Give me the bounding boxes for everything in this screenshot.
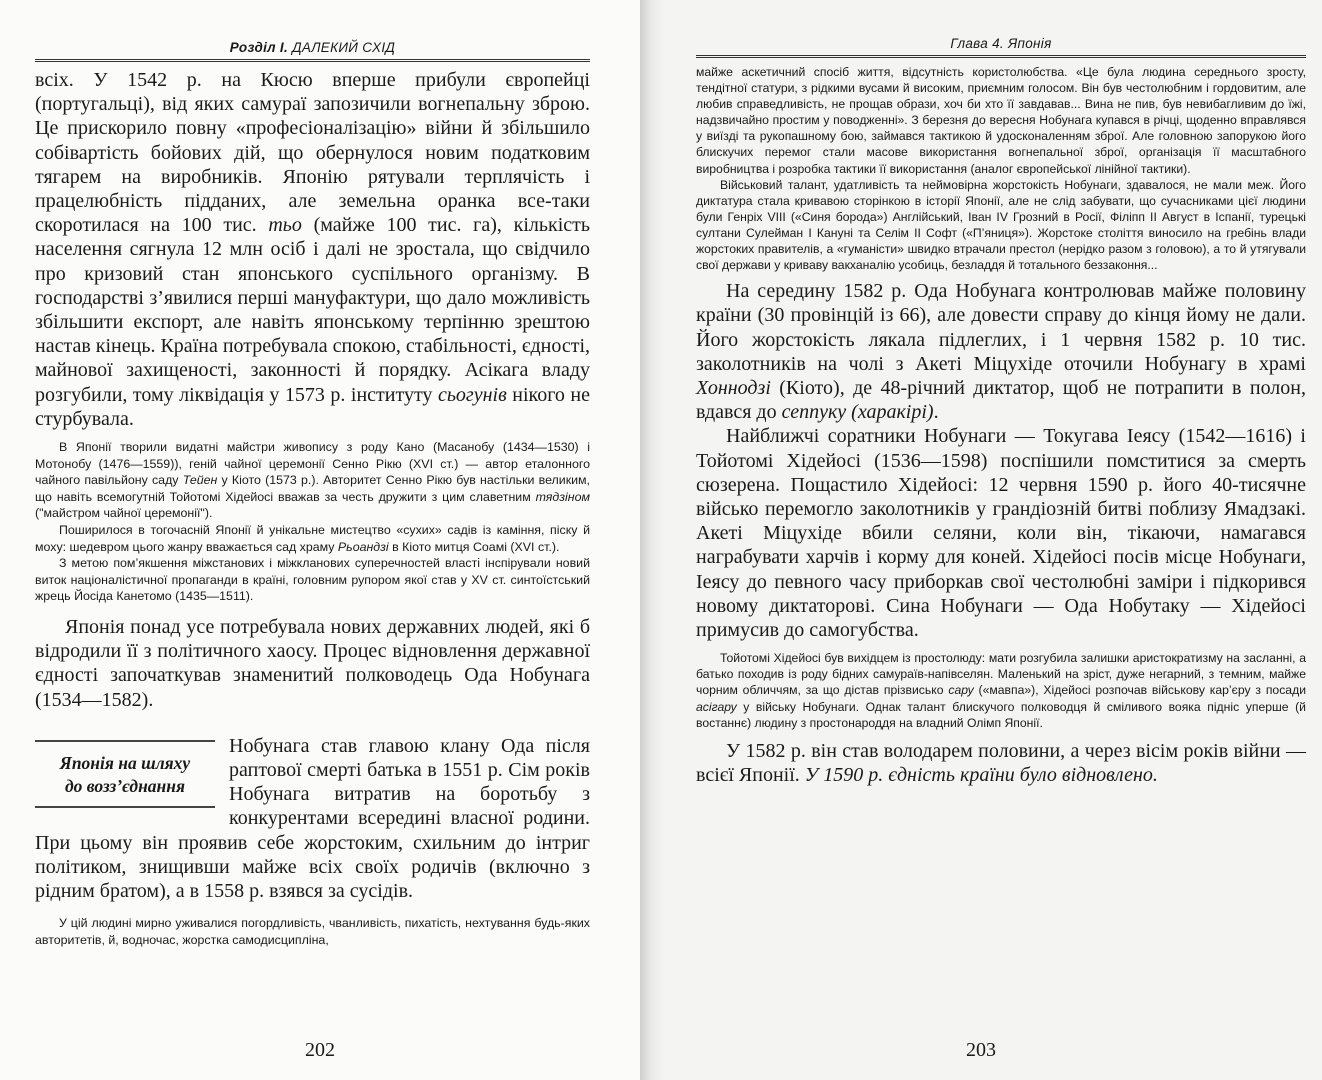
running-header-right	[696, 36, 1306, 55]
main-text-right-2	[696, 739, 1306, 787]
footnote-block-right-1	[696, 64, 1306, 273]
note-paragraph: Тойотомі Хідейосі був вихідцем із простолюду: мати розгубила залишки аристократизму на засланні, а батько походив із роду бідних самураїв-напівселян. Маленький на зріст, дуже негарний, з темним, майже чорним обличчям, за що дістав прізвисько сару («мавпа»), Хідейосі розпочав військову кар’єру з посади асігару у війську Нобунаги. Однак талант блискучого полководця й сміливого вояка підніс уперше (й востаннє) людину з простонароддя на владний Олімп Японії.	[696, 651, 1307, 730]
right-page	[640, 0, 1322, 1080]
section-sidebox	[35, 740, 215, 808]
note-paragraph: майже аскетичний спосіб життя, відсутність користолюбства. «Це була людина середнього зросту, тендітної статури, з рідкими вусами й високим, приємним голосом. Він був честолюбним і гордовитим, але любив справедливість, не прощав образи, хоч би хто її завдавав... Вина не пив, був невибагливим до їжі, надзвичайно простим у поводженні». З березня до вересня Нобунага купався в річці, щоденно вправлявся у виїзді та рукопашному бою, займався тактикою й удосконаленням зброї. Але головною запорукою його блискучих перемог стали масове використання вогнепальної зброї, організація її масштабного виробництва і розробка тактики її використання (аналог європейської лінійної тактики).	[696, 65, 1306, 176]
footnote-block-right-2	[696, 650, 1306, 730]
header-chapter-title: Глава 4. Японія	[950, 36, 1052, 51]
note-paragraph: Військовий талант, удатливість та неймовірна жорстокість Нобунаги, здавалося, не мали меж. Його диктатура стала кривавою сторінкою в історії Японії, але не слід забувати, що сучасниками цієї людини були Генріх VIII («Синя борода») Англійський, Іван IV Грозний в Росії, Філіпп II Август в Іспанії, турецькі султани Сулейман І Кануні та Селім II Софт («П’яниця»). Жорстоке століття виносило на гребінь влади жорстоких правителів, а «гуманісти» швидко втрачали престол (нерідко разом з головою), а то й утягували свої держави у криваву вакханалію усобиць, безладдя й тотального беззаконня...	[696, 177, 1306, 273]
paragraph: Японія понад усе потребувала нових державних людей, які б відродили її з політичного хаосу. Процес відновлення державної єдності започаткував знаменитий полководець Ода Нобунага (1534—1582).	[35, 615, 590, 711]
paragraph: У 1582 р. він став володарем половини, а через вісім років війни — всієї Японії. У 1590 р. єдність країни було відновлено.	[696, 739, 1306, 786]
paragraph: Найближчі соратники Нобунаги — Токугава Іеясу (1542—1616) і Тойотомі Хідейосі (1536—1598) поспішили помститися за смерть сюзерена. Пощастило Хідейосі: 12 червня 1590 р. його 40-тисячне військо перемогло заколотників у грандіозній битві поблизу Ямадзакі. Акеті Міцухіде вбили селяни, коли він, тікаючи, намагався награбувати харчів і корму для коней. Хідейосі посів місце Нобунаги, Іеясу до певного часу приборкав свої честолюбні заміри і підкорився новому диктаторові. Сина Нобунаги — Ода Нобутаку — Хідейосі примусив до самогубства.	[696, 425, 1306, 642]
header-rule-right	[696, 55, 1306, 58]
main-text-right-1	[696, 279, 1306, 642]
footnote-block-left	[35, 439, 590, 605]
main-text-left-2	[35, 615, 590, 712]
note-paragraph: Поширилося в тогочасній Японії й унікальне мистецтво «сухих» садів із каміння, піску й моху: шедевром цього жанру вважається сад храму Рьоандзі в Кіото митця Соамі (XVI ст.).	[35, 523, 590, 554]
main-text-left-3	[35, 734, 590, 903]
header-part-label: Розділ І.	[229, 40, 289, 55]
running-header-left	[35, 40, 590, 59]
header-section-title: ДАЛЕКИЙ СХІД	[292, 40, 396, 55]
left-page	[0, 0, 640, 1080]
sidebox-title-line2: до возз’єднання	[64, 775, 186, 796]
paragraph: всіх. У 1542 р. на Кюсю вперше прибули європейці (португальці), від яких самураї запозичили вогнепальну зброю. Це прискорило повну «професіоналізацію» війни й збільшило собівартість бойових дій, що обернулося новим податковим тягарем на виробників. Японію рятували терплячість і працелюбність підданих, але земельна оранка все-таки скоротилася на 100 тис. тьо (майже 100 тис. га), кількість населення сягнула 12 млн осіб і далі не зростала, що свідчило про кризовий стан японського суспільного організму. В господарстві з’явилися перші мануфактури, що дало можливість збільшити експорт, але навіть японському терпінню зрештою настав кінець. Країна потребувала спокою, стабільності, єдності, майнової захищеності, законності й порядку. Асікага владу розгубили, тому ліквідація у 1573 р. інституту сьогунів нікого не стурбувала.	[35, 69, 591, 430]
page-number-right: 203	[966, 1039, 996, 1061]
note-paragraph: У цій людині мирно уживалися погордливість, чванливість, пихатість, нехтування будь-яких авторитетів, й, водночас, жорстка самодисципліна,	[35, 916, 590, 947]
book-gutter	[640, 0, 664, 1080]
sidebox-rule-top	[35, 740, 215, 742]
sidebox-rule-bottom	[35, 806, 215, 808]
paragraph: Нобунага став главою клану Ода після раптової смерті батька в 1551 р. Сім років Нобунага витратив на боротьбу з конкурентами всередині власної родини. При цьому він проявив себе жорстоким, схильним до інтриг політиком, знищивши майже всіх своїх родичів (включно з рідним братом), а в 1558 р. взявся за сусідів.	[35, 734, 590, 903]
paragraph: На середину 1582 р. Ода Нобунага контролював майже половину країни (30 провінцій із 66), але довести справу до кінця йому не дали. Його жорстокість лякала підлеглих, і 1 червня 1582 р. 10 тис. заколотників на чолі з Акеті Міцухіде оточили Нобунагу в храмі Хоннодзі (Кіото), де 48-річний диктатор, щоб не потрапити в полон, вдався до сеппуку (харакірі).	[696, 280, 1306, 424]
note-paragraph: В Японії творили видатні майстри живопису з роду Кано (Масанобу (1434—1530) і Мотонобу (1476—1559)), геній чайної церемонії Сенно Рікю (XVI ст.) — автор еталонного чайного павільйону саду Тейен у Кіото (1573 р.). Авторитет Сенно Рікю був настільки великим, що навіть всемогутній Тойотомі Хідейосі вважав за честь дружити з цим славетним тядзіном ("майстром чайної церемонії").	[35, 440, 591, 521]
page-number-left: 202	[305, 1039, 335, 1061]
header-rule-left	[35, 59, 590, 62]
sidebox-title-line1: Японія на шляху	[59, 752, 191, 773]
main-text-left-1	[35, 68, 590, 431]
footnote-block-left-2	[35, 915, 590, 948]
note-paragraph: З метою пом’якшення міжстанових і міжкланових суперечностей властi інспірували новий виток націоналістичної пропаганди в країні, головним рупором якої став у XV ст. синтоїстський жрець Йосіда Канетомо (1435—1511).	[35, 556, 590, 604]
